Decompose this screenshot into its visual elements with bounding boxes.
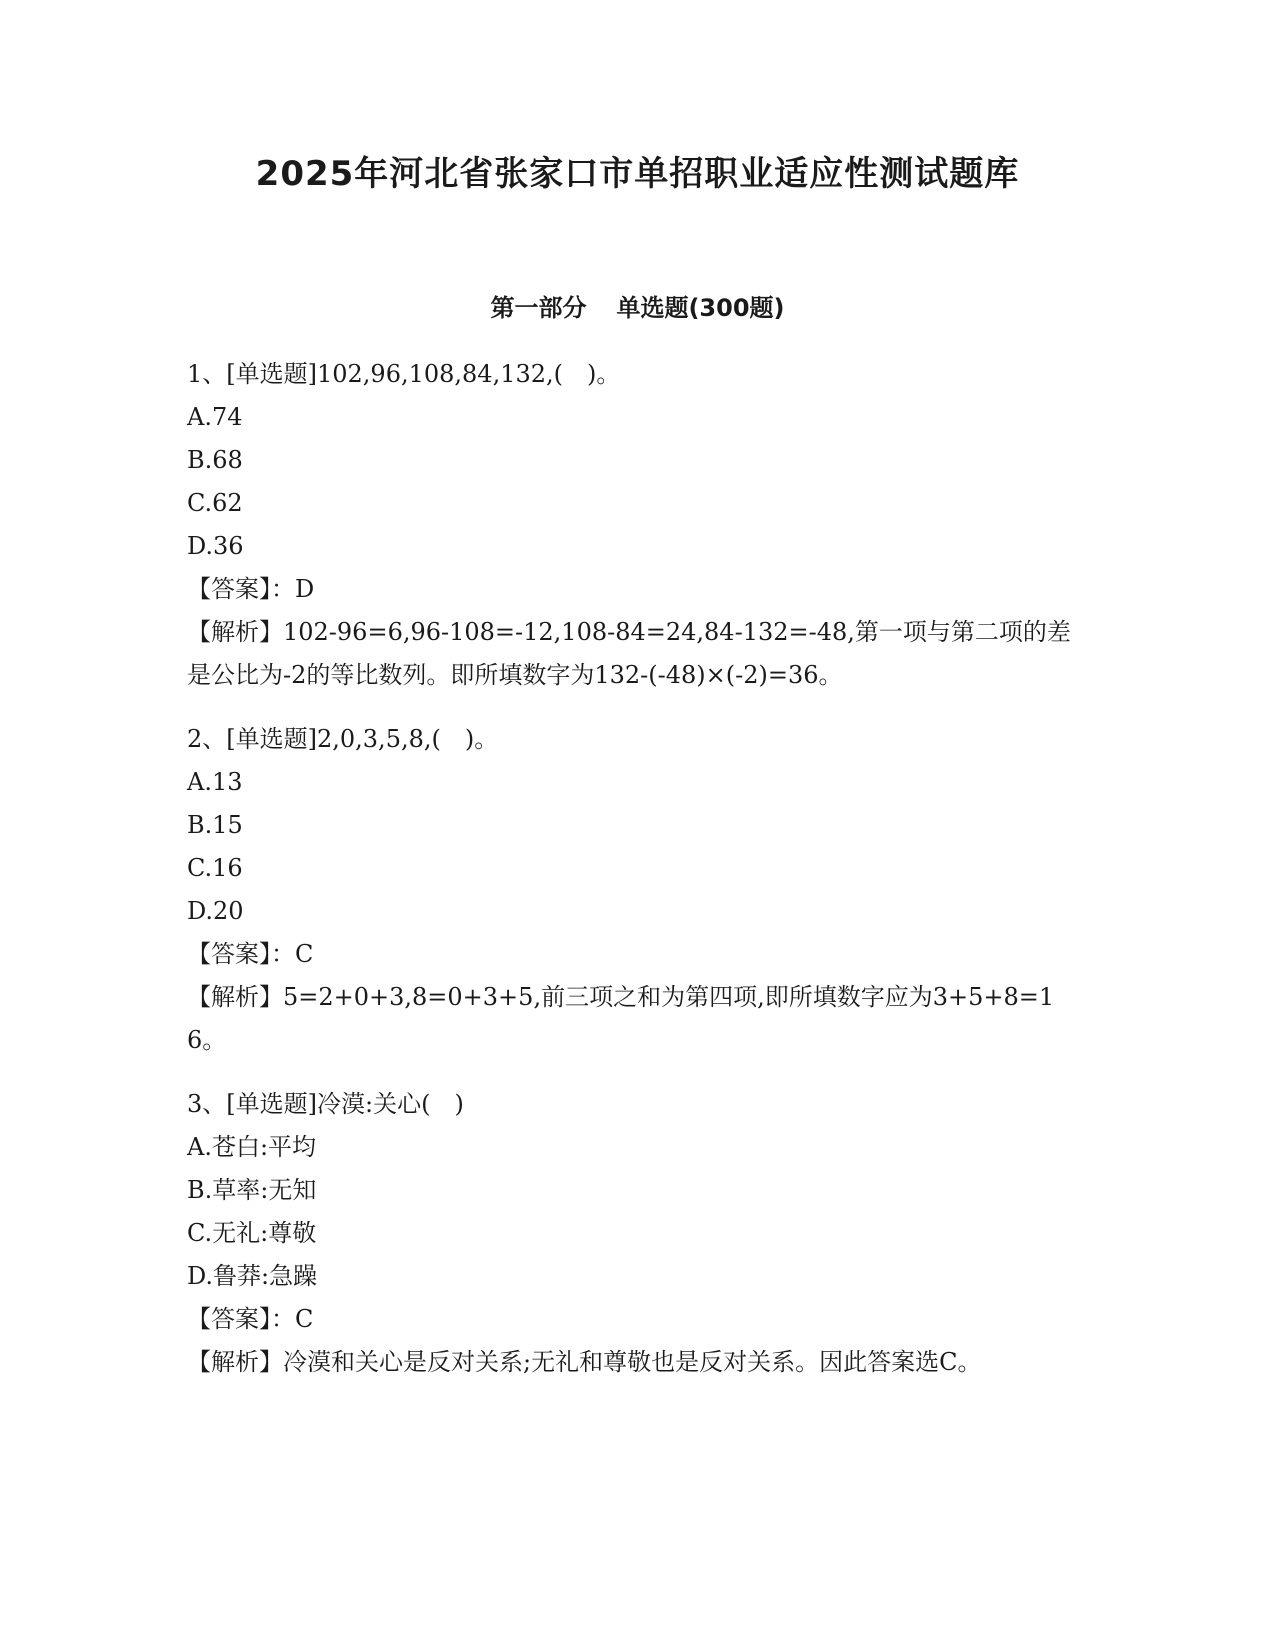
option-a: A.苍白:平均 — [187, 1133, 317, 1161]
document-title: 2025年河北省张家口市单招职业适应性测试题库 — [255, 154, 1020, 194]
section-part: 第一部分 — [490, 294, 587, 322]
question-stem: 3、[单选题]冷漠:关心( ) — [187, 1090, 464, 1118]
option-d: D.20 — [187, 897, 244, 925]
question-item — [187, 1083, 1087, 1384]
option-b: B.草率:无知 — [187, 1176, 317, 1204]
section-heading — [0, 291, 1275, 325]
question-stem: 1、[单选题]102,96,108,84,132,( )。 — [187, 360, 621, 388]
analysis-text: 【解析】102-96=6,96-108=-12,108-84=24,84-132=-48,第一项与第二项的差是公比为-2的等比数列。即所填数字为132-(-48)×(-2)=36。 — [187, 618, 1071, 689]
answer-line: 【答案】：D — [187, 575, 315, 603]
question-item — [187, 718, 1087, 1062]
section-name: 单选题(300题) — [616, 294, 785, 322]
option-d: D.鲁莽:急躁 — [187, 1262, 318, 1290]
question-stem: 2、[单选题]2,0,3,5,8,( )。 — [187, 725, 499, 753]
answer-line: 【答案】：C — [187, 940, 314, 968]
question-item — [187, 353, 1087, 697]
answer-line: 【答案】：C — [187, 1305, 314, 1333]
analysis-text: 【解析】5=2+0+3,8=0+3+5,前三项之和为第四项,即所填数字应为3+5+8=16。 — [187, 983, 1055, 1054]
question-list — [187, 353, 1087, 1405]
option-b: B.68 — [187, 446, 243, 474]
option-d: D.36 — [187, 532, 244, 560]
analysis-text: 【解析】冷漠和关心是反对关系;无礼和尊敬也是反对关系。因此答案选C。 — [187, 1348, 982, 1376]
option-a: A.74 — [187, 403, 243, 431]
option-c: C.16 — [187, 854, 243, 882]
option-a: A.13 — [187, 768, 243, 796]
option-c: C.62 — [187, 489, 243, 517]
option-c: C.无礼:尊敬 — [187, 1219, 317, 1247]
option-b: B.15 — [187, 811, 243, 839]
